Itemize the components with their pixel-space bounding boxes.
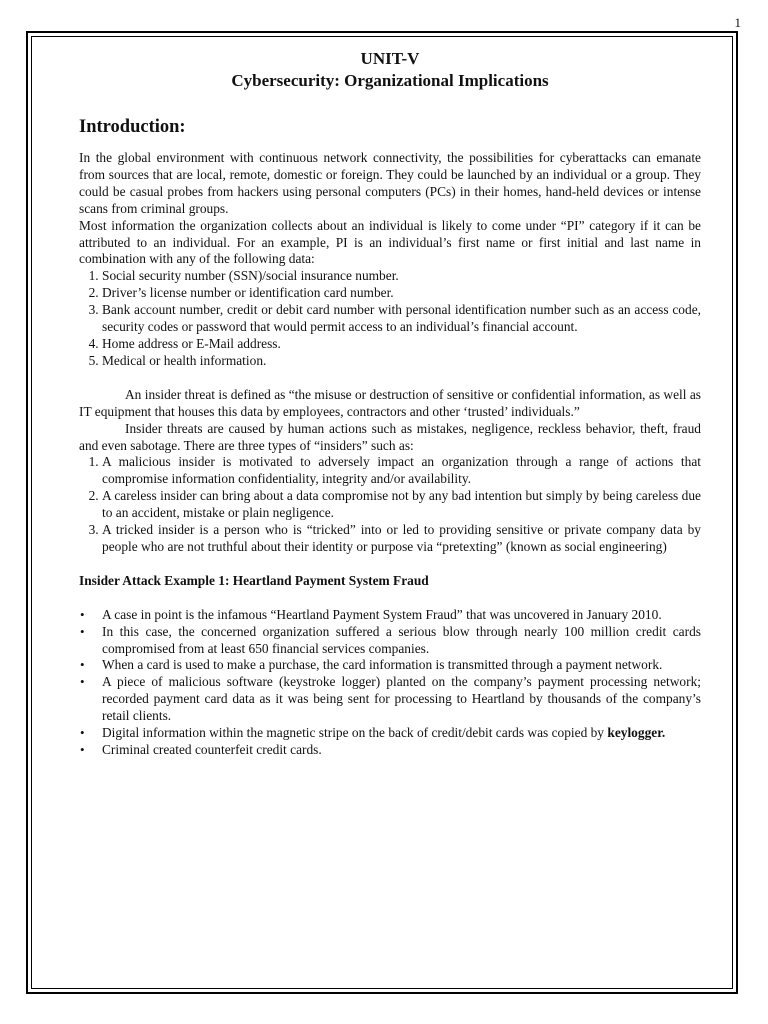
list-item [80, 725, 701, 742]
bullet-text: Digital information within the magnetic stripe on the back of credit/debit cards was copied by [102, 725, 605, 741]
list-item [80, 606, 701, 624]
list-item: 1. Social security number (SSN)/social insurance number. [102, 268, 701, 285]
insider-causes: Insider threats are caused by human actions such as mistakes, negligence, reckless behavior, theft, fraud and even sabotage. There are three types of “insiders” such as: [79, 420, 701, 453]
bullet-icon: • [80, 674, 85, 690]
list-item: 3. Bank account number, credit or debit card number with personal identification number such as an access code, security codes or password that would permit access to an individual’s financial account. [102, 302, 701, 336]
example-heading: Insider Attack Example 1: Heartland Payment System Fraud [79, 572, 429, 588]
title-block [79, 48, 701, 92]
intro-paragraph-1: In the global environment with continuous network connectivity, the possibilities for cyberattacks can emanate from sources that are local, remote, domestic or foreign. They could be launched by an individual or a group. They could be casual probes from hackers using personal computers (PCs) in their homes, hand-held devices or intense scans from criminal groups. [79, 150, 701, 216]
bullet-icon: • [80, 742, 85, 757]
document-title: Cybersecurity: Organizational Implications [231, 71, 549, 90]
list-item [80, 742, 701, 759]
bullet-icon: • [80, 657, 85, 673]
spacer [79, 370, 701, 387]
bullet-text: A piece of malicious software (keystroke logger) planted on the company’s payment processing network; recorded payment card data as it was being sent for processing to Heartland by thousands of the company’s retail clients. [102, 674, 701, 724]
list-item [80, 623, 701, 658]
bullet-bold-text: keylogger. [607, 725, 666, 741]
bullet-icon: • [80, 725, 85, 741]
intro-paragraph-2: Most information the organization collects about an individual is likely to come under “PI” category if it can be attributed to an individual. For an example, PI is an individual’s first name or first initial and last name in combination with any of the following data: [79, 217, 701, 267]
bullet-text: Criminal created counterfeit credit cards. [102, 742, 322, 757]
bullet-text: In this case, the concerned organization suffered a serious blow through nearly 100 million credit cards compromised from at least 650 financial services companies. [102, 623, 701, 656]
bullet-icon: • [80, 606, 85, 622]
list-item [80, 657, 701, 674]
list-item: 2. A careless insider can bring about a data compromise not by any bad intention but simply by being careless due to an accident, mistake or plain negligence. [102, 488, 701, 522]
example-bullet-list [79, 607, 701, 759]
document-body [79, 48, 701, 759]
bullet-text: A case in point is the infamous “Heartland Payment System Fraud” that was uncovered in January 2010. [102, 606, 662, 622]
insider-types-list [79, 454, 701, 555]
pi-list [79, 268, 701, 369]
intro-heading: Introduction: [79, 117, 186, 137]
spacer [79, 556, 701, 573]
list-item: 4. Home address or E-Mail address. [102, 336, 701, 353]
insider-definition: An insider threat is defined as “the misuse or destruction of sensitive or confidential information, as well as IT equipment that houses this data by employees, contractors and other ‘trusted’ individuals.” [79, 386, 701, 419]
list-item: 5. Medical or health information. [102, 353, 701, 370]
list-item: 1. A malicious insider is motivated to adversely impact an organization through a range of actions that compromise information confidentiality, integrity and/or availability. [102, 454, 701, 488]
unit-label: UNIT-V [360, 49, 420, 68]
list-item: 3. A tricked insider is a person who is “tricked” into or led to providing sensitive or private company data by people who are not truthful about their identity or purpose via “pretexting” (known as social engineering) [102, 522, 701, 556]
list-item [80, 674, 701, 725]
page-number: 1 [734, 15, 741, 30]
bullet-icon: • [80, 623, 85, 639]
bullet-text: When a card is used to make a purchase, the card information is transmitted through a payment network. [102, 657, 663, 673]
list-item: 2. Driver’s license number or identification card number. [102, 285, 701, 302]
